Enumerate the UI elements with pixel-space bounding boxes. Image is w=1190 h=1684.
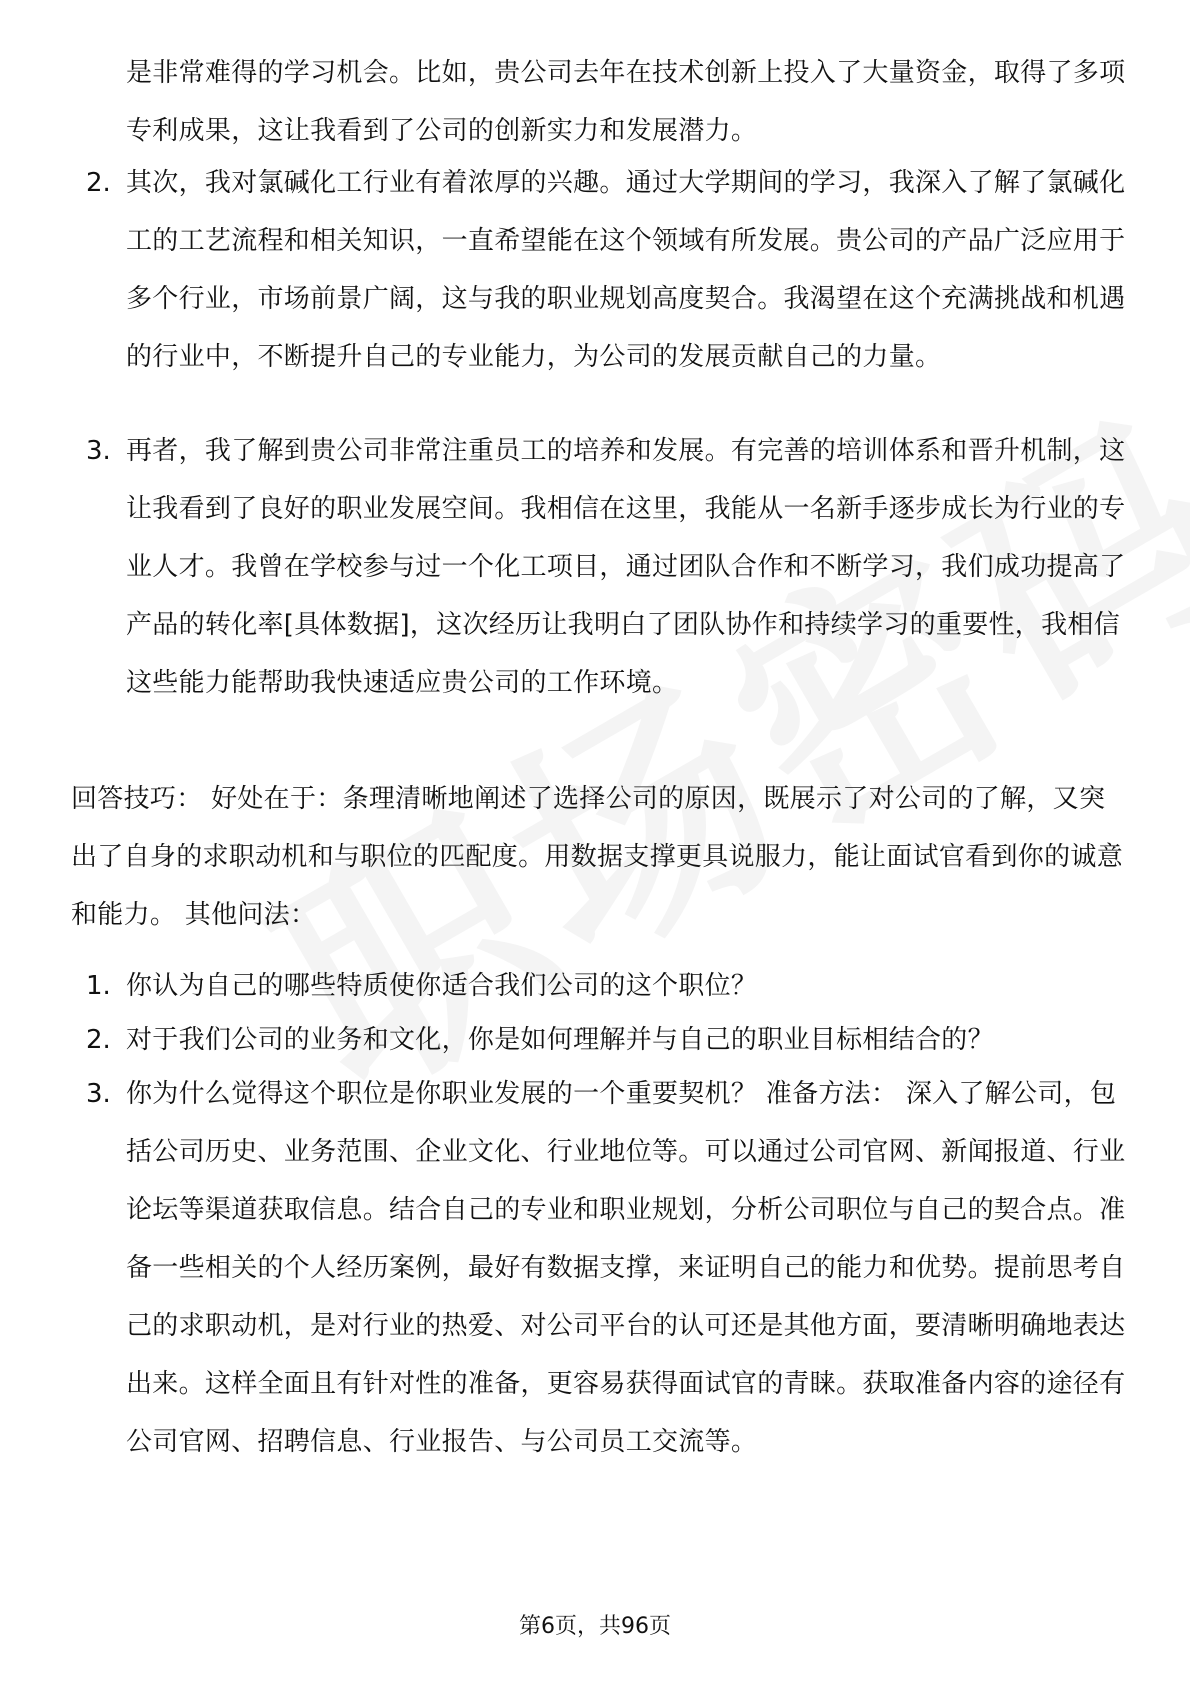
list-item-text: 其次，我对氯碱化工行业有着浓厚的兴趣。通过大学期间的学习，我深入了解了氯碱化工的工艺流程和相关知识，一直希望能在这个领域有所发展。贵公司的产品广泛应用于多个行业，市场前景广阔，这与我的职业规划高度契合。我渴望在这个充满挑战和机遇的行业中，不断提升自己的专业能力，为公司的发展贡献自己的力量。	[126, 168, 1126, 372]
list-item-text: 对于我们公司的业务和文化，你是如何理解并与自己的职业目标相结合的？	[126, 1025, 994, 1055]
list-item-text: 再者，我了解到贵公司非常注重员工的培养和发展。有完善的培训体系和晋升机制，这让我看到了良好的职业发展空间。我相信在这里，我能从一名新手逐步成长为行业的专业人才。我曾在学校参与过一个化工项目，通过团队合作和不断学习，我们成功提高了产品的转化率[具体数据]，这次经历让我明白了团队协作和持续学习的重要性，我相信这些能力能帮助我快速适应贵公司的工作环境。	[126, 436, 1126, 698]
page-footer: 第6页，共96页	[519, 1614, 671, 1639]
list-number: 2.	[86, 168, 111, 198]
list-item-text: 你为什么觉得这个职位是你职业发展的一个重要契机？ 准备方法： 深入了解公司，包括公司历史、业务范围、企业文化、行业地位等。可以通过公司官网、新闻报道、行业论坛等渠道获取信息。结合自己的专业和职业规划，分析公司职位与自己的契合点。准备一些相关的个人经历案例，最好有数据支撑，来证明自己的能力和优势。提前思考自己的求职动机，是对行业的热爱、对公司平台的认可还是其他方面，要清晰明确地表达出来。这样全面且有针对性的准备，更容易获得面试官的青睐。获取准备内容的途径有公司官网、招聘信息、行业报告、与公司员工交流等。	[126, 1079, 1126, 1457]
list-number: 1.	[86, 971, 111, 1001]
answer-tips-paragraph: 回答技巧： 好处在于：条理清晰地阐述了选择公司的原因，既展示了对公司的了解，又突出了自身的求职动机和与职位的匹配度。用数据支撑更具说服力，能让面试官看到你的诚意和能力。 其他问法：	[71, 784, 1124, 930]
list-number: 2.	[86, 1025, 111, 1055]
list-item-text: 你认为自己的哪些特质使你适合我们公司的这个职位？	[126, 971, 758, 1001]
continuation-paragraph: 是非常难得的学习机会。比如，贵公司去年在技术创新上投入了大量资金，取得了多项专利成果，这让我看到了公司的创新实力和发展潜力。	[126, 58, 1126, 146]
list-number: 3.	[86, 1079, 111, 1109]
list-number: 3.	[86, 436, 111, 466]
